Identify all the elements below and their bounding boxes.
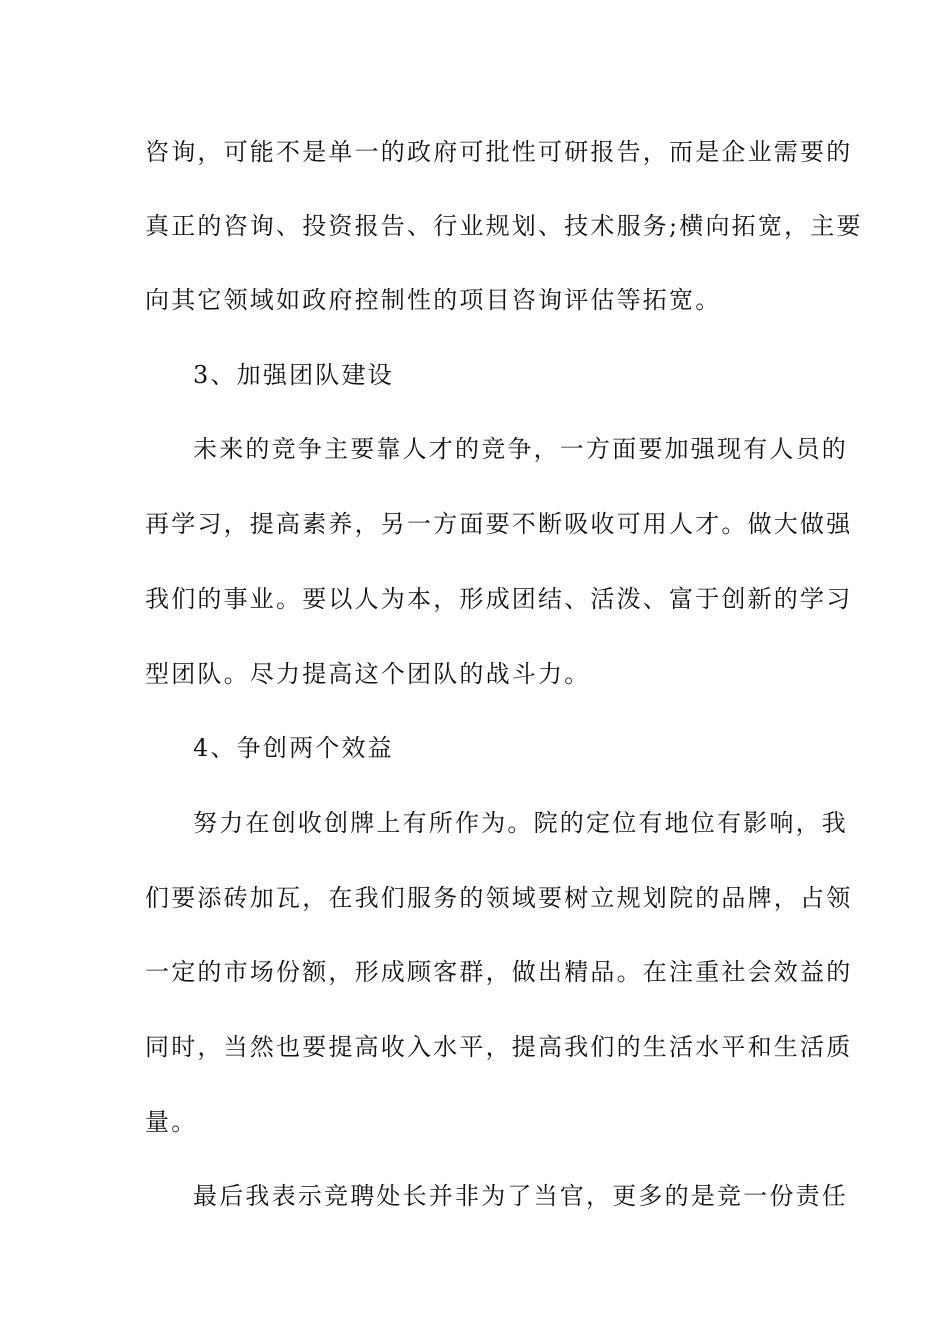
- paragraph-line: 最后我表示竞聘处长并非为了当官，更多的是竞一份责任: [193, 1182, 848, 1210]
- paragraph-line: 努力在创收创牌上有所作为。院的定位有地位有影响，我: [193, 809, 848, 837]
- paragraph-line: 未来的竞争主要靠人才的竞争，一方面要加强现有人员的: [193, 435, 848, 463]
- paragraph-line: 同时，当然也要提高收入水平，提高我们的生活水平和生活质: [145, 1033, 853, 1061]
- paragraph-line: 咨询，可能不是单一的政府可批性可研报告，而是企业需要的: [145, 138, 853, 166]
- paragraph-line: 我们的事业。要以人为本，形成团结、活泼、富于创新的学习: [145, 585, 853, 613]
- paragraph-line: 向其它领域如政府控制性的项目咨询评估等拓宽。: [145, 286, 722, 314]
- paragraph-line: 真正的咨询、投资报告、行业规划、技术服务;横向拓宽，主要: [145, 212, 863, 240]
- section-heading: 4、争创两个效益: [193, 734, 394, 762]
- section-heading: 3、加强团队建设: [193, 361, 394, 389]
- paragraph-line: 一定的市场份额，形成顾客群，做出精品。在注重社会效益的: [145, 958, 853, 986]
- paragraph-line: 量。: [145, 1108, 198, 1136]
- paragraph-line: 们要添砖加瓦，在我们服务的领域要树立规划院的品牌，占领: [145, 884, 853, 912]
- paragraph-line: 型团队。尽力提高这个团队的战斗力。: [145, 660, 591, 688]
- paragraph-line: 再学习，提高素养，另一方面要不断吸收可用人才。做大做强: [145, 510, 853, 538]
